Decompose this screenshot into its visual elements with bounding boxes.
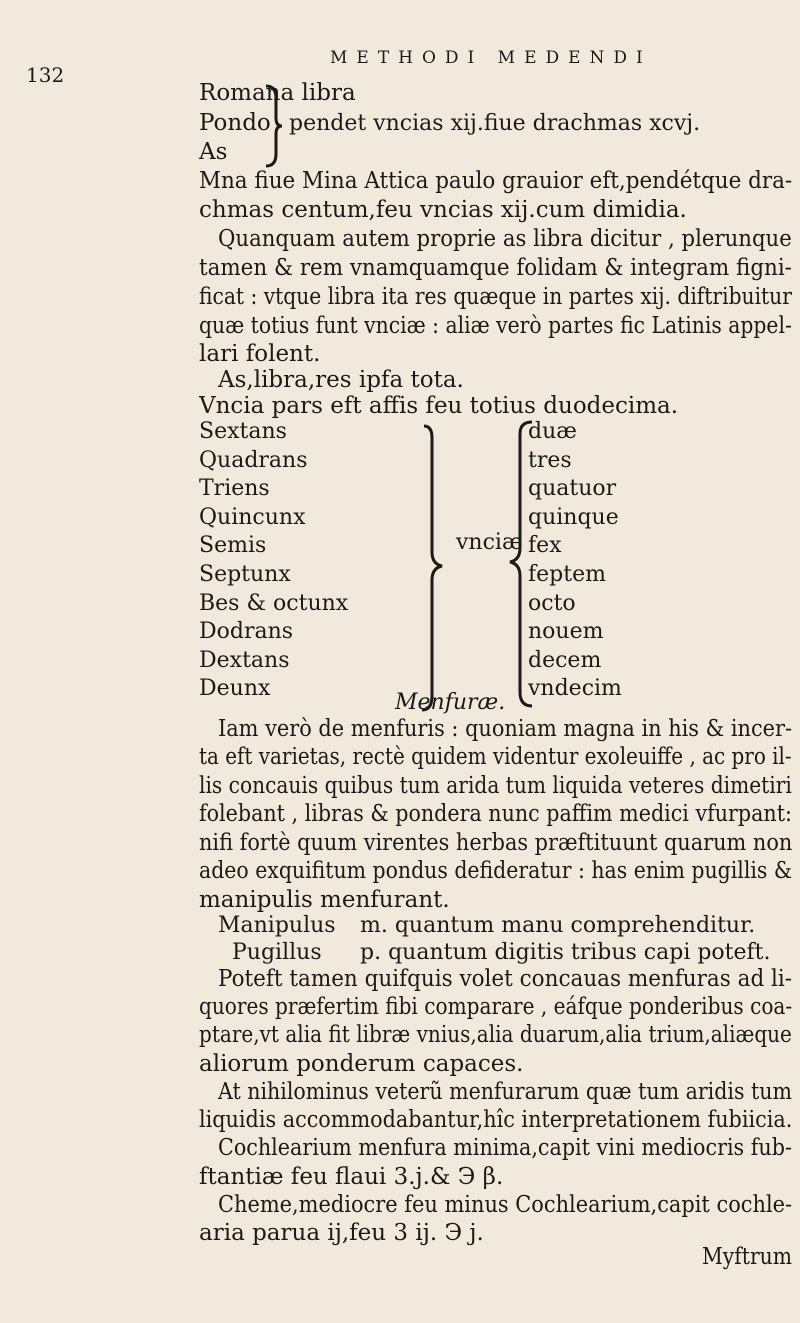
table2-name: Semis	[199, 533, 267, 559]
table1-item: Romana libra	[199, 80, 356, 106]
table2-number: decem	[528, 647, 602, 673]
text-line: ta eft varietas, rectè quidem videntur exoleuiffe , ac pro il-	[199, 744, 792, 770]
table2-number: duæ	[528, 419, 577, 444]
text-line: Cheme,mediocre feu minus Cochlearium,capit cochle-	[218, 1192, 793, 1218]
text-line: adeo exquifitum pondus defideratur : has enim pugillis &	[199, 858, 793, 884]
table2-number: tres	[528, 447, 572, 473]
text-line: manipulis menfurant.	[199, 887, 450, 913]
table2-left-brace-icon	[420, 424, 450, 714]
table2-names	[199, 418, 348, 704]
text-line: Iam verò de menfuris : quoniam magna in his & incer-	[218, 716, 793, 742]
text-line: aliorum ponderum capaces.	[199, 1051, 524, 1077]
table2-middle: vnciæ	[456, 530, 523, 555]
table1-value: pendet vncias xij.fiue drachmas xcvj.	[289, 111, 701, 136]
text-line: ptare,vt alia fit libræ vnius,alia duarum,alia trium,aliæque	[199, 1022, 792, 1048]
table2-number: octo	[528, 590, 576, 616]
text-line: ftantiæ feu flaui 3.j.& Э β.	[199, 1164, 504, 1190]
table2-name: Quincunx	[199, 504, 306, 530]
table2-number: quatuor	[528, 476, 617, 502]
table2-name: Triens	[199, 476, 270, 502]
page-number: 132	[26, 63, 65, 87]
table2-number: feptem	[528, 561, 606, 587]
table2-numbers	[528, 418, 622, 704]
table2-name: Dextans	[199, 647, 290, 673]
table1-item: Pondo	[199, 110, 271, 136]
text-line: chmas centum,feu vncias xij.cum dimidia.	[199, 197, 687, 223]
text-line: quores præfertim fibi comparare , eáfque ponderibus coa-	[199, 994, 793, 1020]
definition-text: m. quantum manu comprehenditur.	[360, 913, 756, 938]
table2-number: fex	[528, 533, 562, 559]
catchword: Myftrum	[702, 1244, 792, 1270]
text-line: tamen & rem vnamquamque folidam & integram figni-	[199, 255, 792, 281]
definition-text: p. quantum digitis tribus capi poteft.	[360, 940, 771, 965]
table2-name: Quadrans	[199, 447, 308, 473]
table2-name: Deunx	[199, 676, 271, 702]
table2-name: Dodrans	[199, 619, 294, 645]
table2-number: nouem	[528, 619, 604, 645]
table2-number: quinque	[528, 504, 619, 530]
running-title: METHODI MEDENDI	[330, 48, 652, 68]
text-line: nifi fortè quum virentes herbas præftituunt quarum non	[199, 830, 793, 856]
table1-item: As	[199, 139, 228, 165]
table2-name: Septunx	[199, 561, 291, 587]
table2-name: Bes & octunx	[199, 590, 349, 616]
definition-term: Pugillus	[232, 940, 322, 965]
text-line: Vncia pars eft affis feu totius duodecima.	[199, 393, 679, 419]
text-line: Quanquam autem proprie as libra dicitur , plerunque	[218, 226, 792, 252]
text-line: Poteft tamen quifquis volet concauas menfuras ad li-	[218, 966, 793, 992]
text-line: lis concauis quibus tum arida tum liquida veteres dimetiri	[199, 773, 792, 799]
text-line: folebant , libras & pondera nunc paffim medici vfurpant:	[199, 801, 792, 827]
text-line: liquidis accommodabantur,hîc interpretationem fubiicia.	[199, 1107, 793, 1133]
table1-brace-icon	[262, 84, 284, 168]
text-line: quæ totius funt vnciæ : aliæ verò partes fic Latinis appel-	[199, 313, 792, 339]
text-line: lari folent.	[199, 341, 321, 367]
text-line: ficat : vtque libra ita res quæque in partes xij. diftribuitur	[199, 284, 792, 310]
section-heading: Menfuræ.	[395, 690, 506, 715]
text-line: Cochlearium menfura minima,capit vini mediocris fub-	[218, 1135, 792, 1161]
table2-name: Sextans	[199, 419, 287, 444]
text-line: At nihilominus veterũ menfurarum quæ tum aridis tum	[218, 1079, 792, 1105]
text-line: As,libra,res ipfa tota.	[218, 367, 464, 393]
table2-number: vndecim	[528, 676, 622, 702]
definition-term: Manipulus	[218, 913, 336, 938]
text-line: aria parua ij,feu 3 ij. Э j.	[199, 1220, 484, 1246]
text-line: Mna fiue Mina Attica paulo grauior eft,pendétque dra-	[199, 168, 793, 194]
